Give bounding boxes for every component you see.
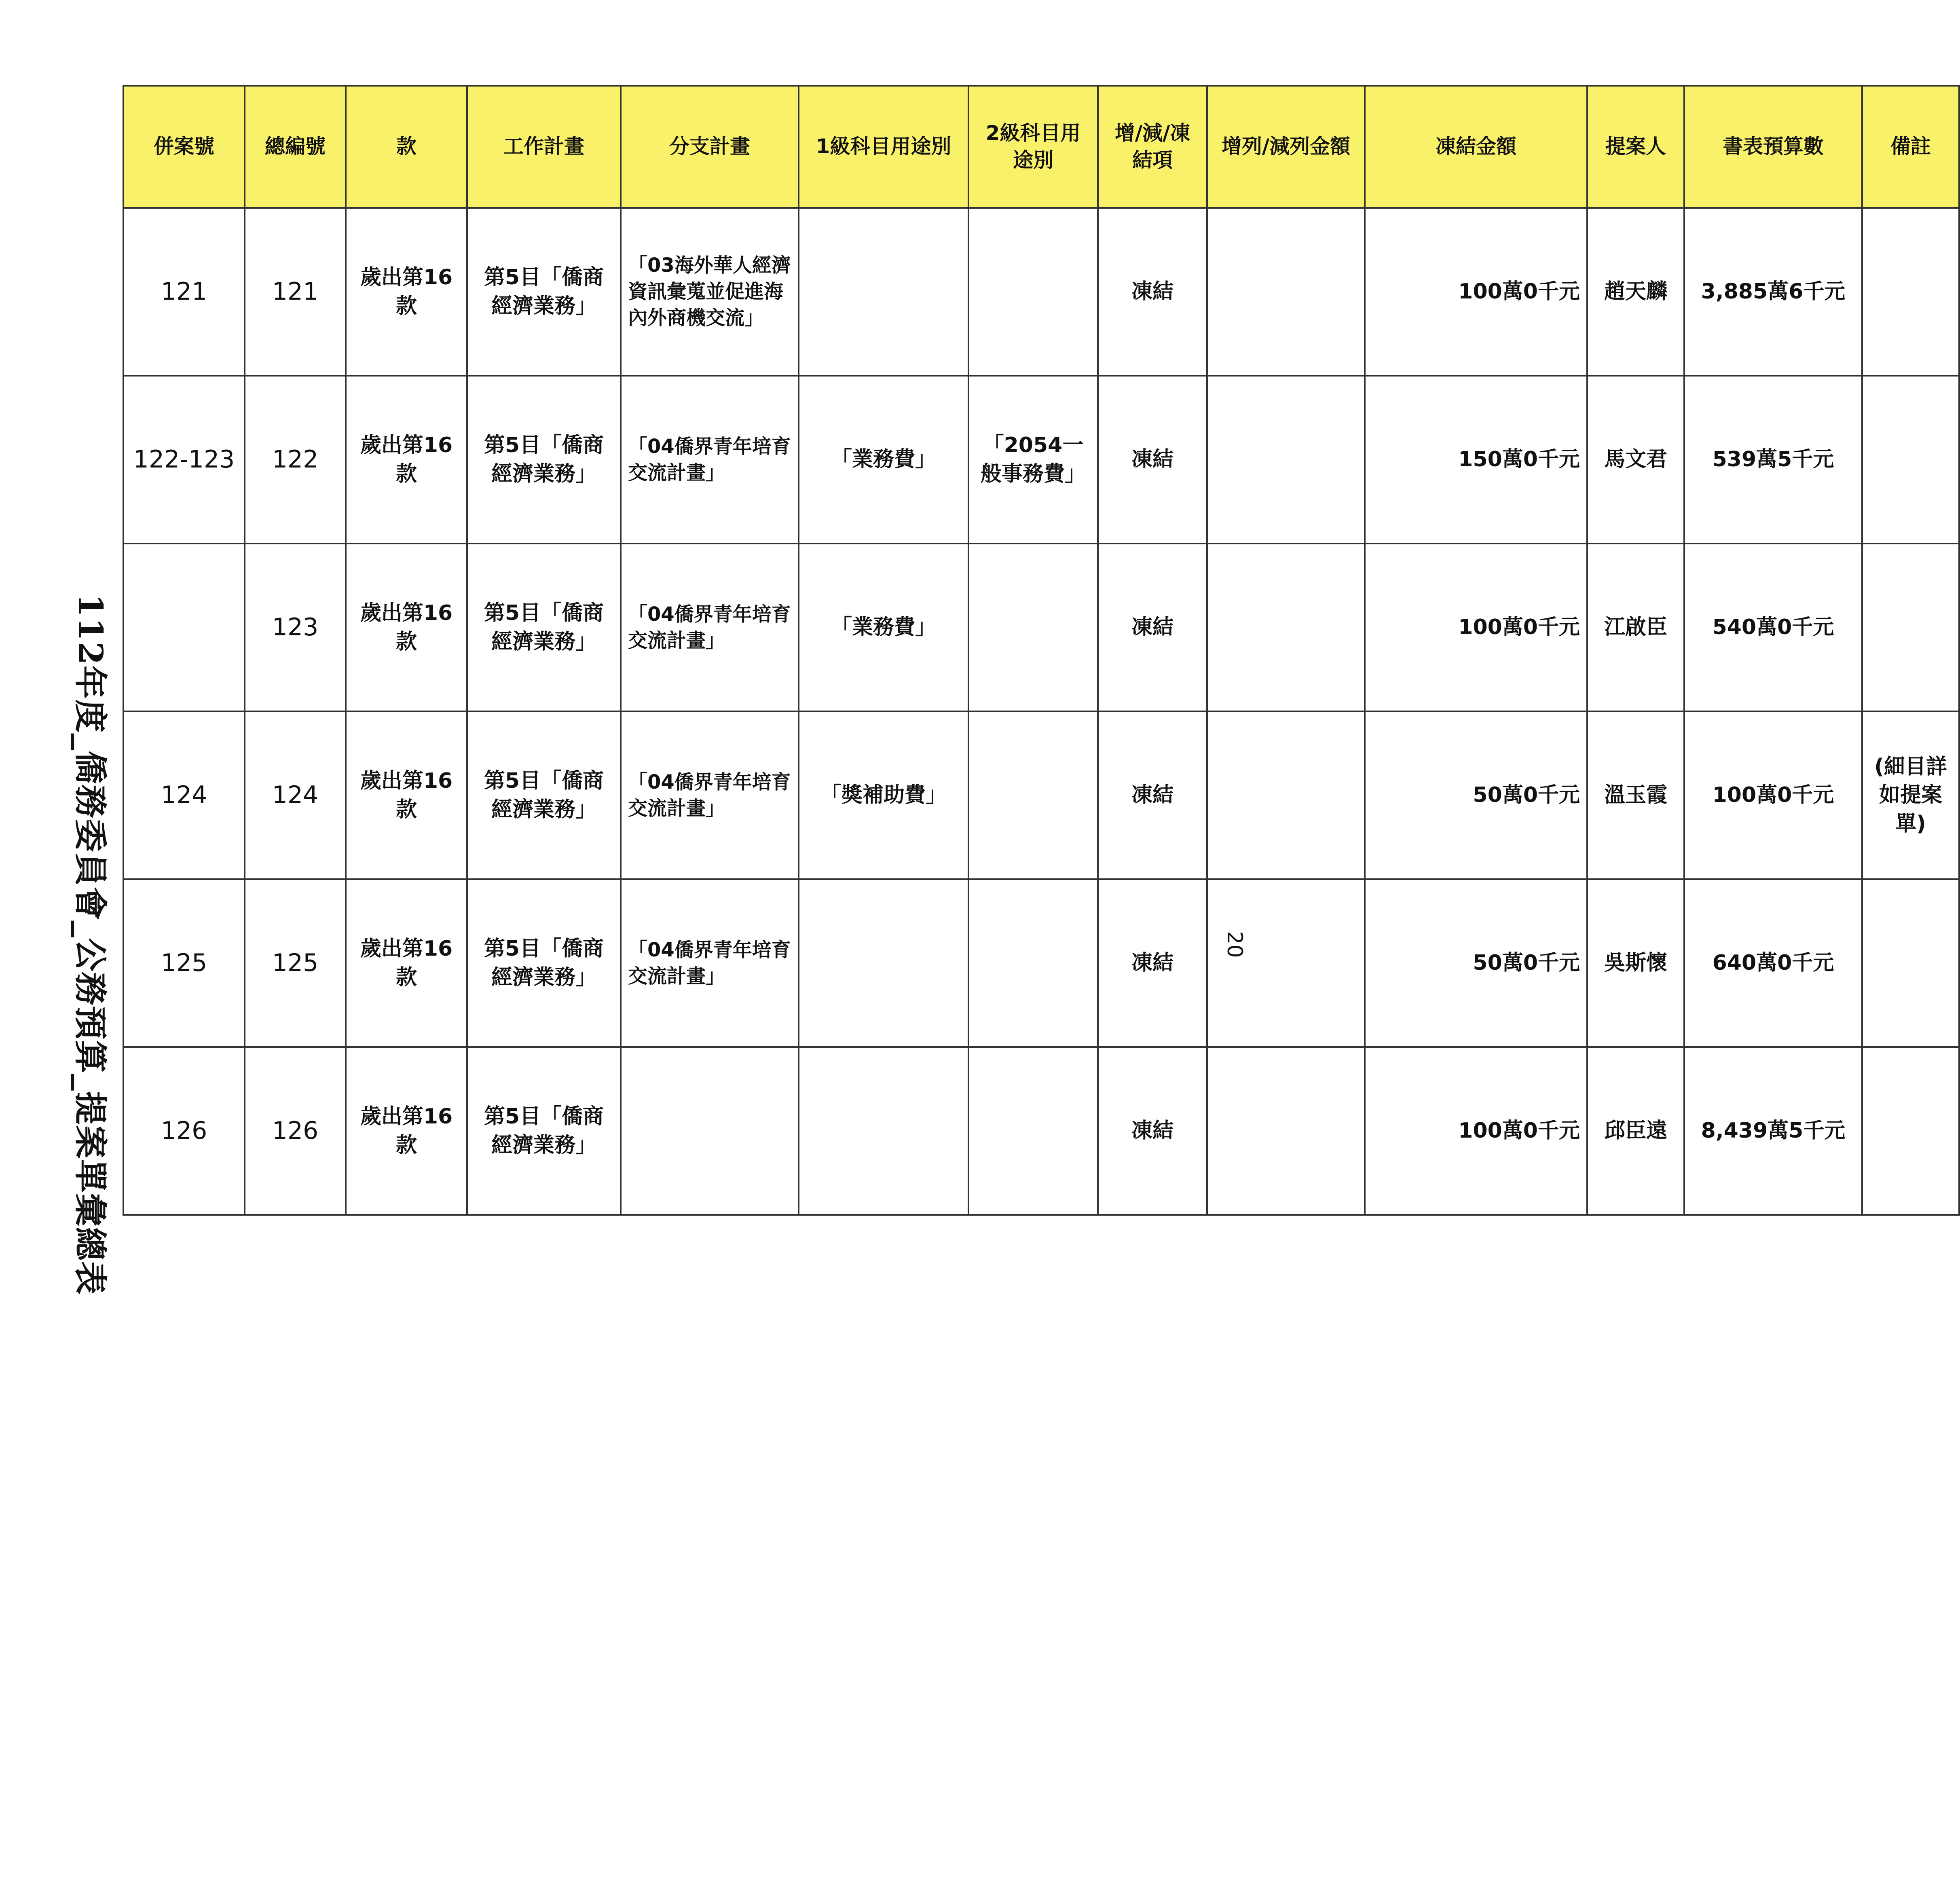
cell-total-no: 126: [245, 1047, 346, 1215]
cell-budget: 539萬5千元: [1684, 376, 1862, 544]
cell-action: 凍結: [1098, 879, 1207, 1047]
header-total-no: 總編號: [245, 86, 346, 208]
cell-sub-plan: 「04僑界青年培育交流計畫」: [621, 544, 799, 711]
cell-proposer: 江啟臣: [1587, 544, 1684, 711]
cell-merge-no: [123, 544, 245, 711]
table-header-row: [123, 86, 1959, 208]
cell-merge-no: 124: [123, 711, 245, 879]
cell-level1: [799, 208, 968, 376]
table-row: [123, 711, 1959, 879]
cell-freeze-amount: 100萬0千元: [1365, 208, 1587, 376]
header-action: 增/減/凍結項: [1098, 86, 1207, 208]
cell-remark: [1862, 376, 1959, 544]
cell-freeze-amount: 150萬0千元: [1365, 376, 1587, 544]
cell-budget: 540萬0千元: [1684, 544, 1862, 711]
header-freeze-amount: 凍結金額: [1365, 86, 1587, 208]
cell-sub-plan: 「03海外華人經濟資訊彙蒐並促進海內外商機交流」: [621, 208, 799, 376]
cell-total-no: 124: [245, 711, 346, 879]
cell-merge-no: 125: [123, 879, 245, 1047]
cell-remark: [1862, 879, 1959, 1047]
cell-merge-no: 121: [123, 208, 245, 376]
cell-level2: [968, 208, 1098, 376]
cell-work-plan: 第5目「僑商經濟業務」: [467, 208, 621, 376]
table-row: [123, 376, 1959, 544]
cell-action: 凍結: [1098, 544, 1207, 711]
cell-level1: 「業務費」: [799, 376, 968, 544]
page-number: 20: [1222, 931, 1247, 958]
cell-level2: [968, 711, 1098, 879]
cell-remark: [1862, 208, 1959, 376]
cell-level1: [799, 1047, 968, 1215]
cell-kuan: 歲出第16款: [346, 376, 467, 544]
table-row: [123, 544, 1959, 711]
cell-proposer: 邱臣遠: [1587, 1047, 1684, 1215]
cell-proposer: 馬文君: [1587, 376, 1684, 544]
header-level2: 2級科目用途別: [968, 86, 1098, 208]
table-row: [123, 879, 1959, 1047]
cell-action: 凍結: [1098, 376, 1207, 544]
cell-sub-plan: 「04僑界青年培育交流計畫」: [621, 376, 799, 544]
cell-proposer: 趙天麟: [1587, 208, 1684, 376]
cell-action: 凍結: [1098, 208, 1207, 376]
header-budget: 書表預算數: [1684, 86, 1862, 208]
cell-level2: 「2054一般事務費」: [968, 376, 1098, 544]
proposal-summary-table: [123, 85, 1947, 1205]
cell-merge-no: 122-123: [123, 376, 245, 544]
cell-work-plan: 第5目「僑商經濟業務」: [467, 544, 621, 711]
cell-freeze-amount: 50萬0千元: [1365, 879, 1587, 1047]
header-sub-plan: 分支計畫: [621, 86, 799, 208]
cell-level1: 「獎補助費」: [799, 711, 968, 879]
cell-freeze-amount: 50萬0千元: [1365, 711, 1587, 879]
cell-total-no: 125: [245, 879, 346, 1047]
header-work-plan: 工作計畫: [467, 86, 621, 208]
cell-work-plan: 第5目「僑商經濟業務」: [467, 1047, 621, 1215]
cell-proposer: 吳斯懷: [1587, 879, 1684, 1047]
cell-total-no: 121: [245, 208, 346, 376]
cell-kuan: 歲出第16款: [346, 879, 467, 1047]
cell-remark: [1862, 1047, 1959, 1215]
cell-freeze-amount: 100萬0千元: [1365, 544, 1587, 711]
header-level1: 1級科目用途別: [799, 86, 968, 208]
table-row: [123, 208, 1959, 376]
cell-budget: 100萬0千元: [1684, 711, 1862, 879]
cell-level1: [799, 879, 968, 1047]
cell-kuan: 歲出第16款: [346, 711, 467, 879]
header-proposer: 提案人: [1587, 86, 1684, 208]
cell-work-plan: 第5目「僑商經濟業務」: [467, 376, 621, 544]
cell-level2: [968, 544, 1098, 711]
table-row: [123, 1047, 1959, 1215]
cell-merge-no: 126: [123, 1047, 245, 1215]
cell-level2: [968, 1047, 1098, 1215]
header-change-amount: 增列/減列金額: [1207, 86, 1365, 208]
cell-kuan: 歲出第16款: [346, 1047, 467, 1215]
cell-level2: [968, 879, 1098, 1047]
cell-remark: (細目詳如提案單): [1862, 711, 1959, 879]
cell-remark: [1862, 544, 1959, 711]
cell-action: 凍結: [1098, 1047, 1207, 1215]
cell-total-no: 122: [245, 376, 346, 544]
cell-kuan: 歲出第16款: [346, 544, 467, 711]
cell-level1: 「業務費」: [799, 544, 968, 711]
cell-freeze-amount: 100萬0千元: [1365, 1047, 1587, 1215]
cell-work-plan: 第5目「僑商經濟業務」: [467, 879, 621, 1047]
cell-total-no: 123: [245, 544, 346, 711]
cell-budget: 640萬0千元: [1684, 879, 1862, 1047]
header-merge-no: 併案號: [123, 86, 245, 208]
cell-work-plan: 第5目「僑商經濟業務」: [467, 711, 621, 879]
cell-sub-plan: 「04僑界青年培育交流計畫」: [621, 879, 799, 1047]
cell-action: 凍結: [1098, 711, 1207, 879]
cell-sub-plan: 「04僑界青年培育交流計畫」: [621, 711, 799, 879]
cell-budget: 3,885萬6千元: [1684, 208, 1862, 376]
cell-sub-plan: [621, 1047, 799, 1215]
page-title: 112年度_僑務委員會_公務預算_提案單彙總表: [71, 594, 110, 1295]
cell-proposer: 溫玉霞: [1587, 711, 1684, 879]
header-kuan: 款: [346, 86, 467, 208]
header-remark: 備註: [1862, 86, 1959, 208]
cell-kuan: 歲出第16款: [346, 208, 467, 376]
cell-budget: 8,439萬5千元: [1684, 1047, 1862, 1215]
